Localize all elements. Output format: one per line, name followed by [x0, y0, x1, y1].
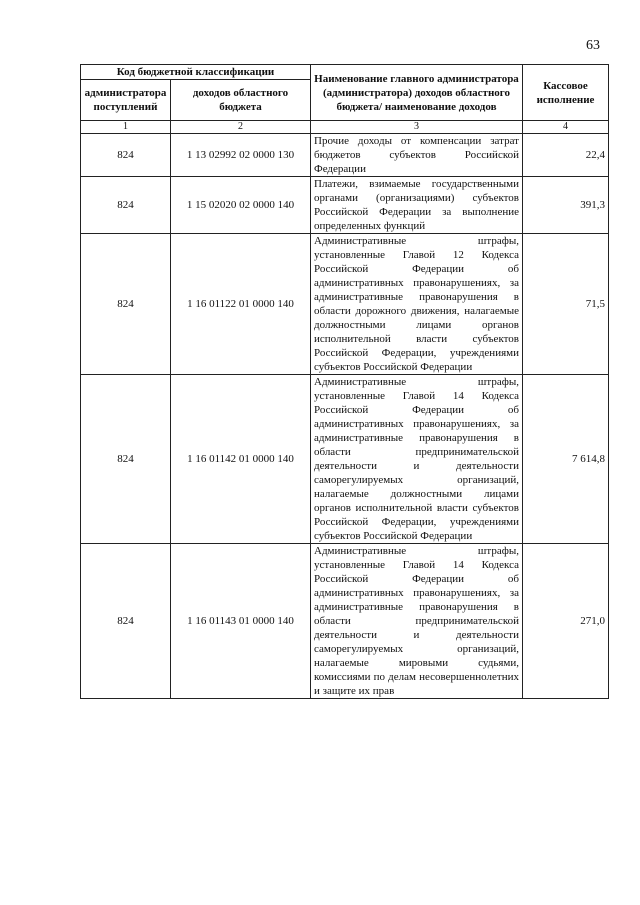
table-row: [81, 544, 609, 699]
income-code-cell: 1 15 02020 02 0000 140: [171, 177, 311, 234]
amount-column-header: Кассовое исполнение: [523, 65, 609, 121]
income-name-cell: Платежи, взимаемые государственными органами (организациями) субъектов Российской Федерации за выполнение определенных функций: [311, 177, 523, 234]
income-code-column-header: доходов областного бюджета: [171, 80, 311, 121]
amount-cell: 271,0: [523, 544, 609, 699]
amount-cell: 71,5: [523, 234, 609, 375]
admin-code-cell: 824: [81, 177, 171, 234]
column-index: 4: [523, 121, 609, 134]
income-name-cell: Административные штрафы, установленные Главой 14 Кодекса Российской Федерации об административных правонарушениях, за административные правонарушения в области предпринимательской деятельности и деятельности саморегулируемых организаций, налагаемые мировыми судьями, комиссиями по делам несовершеннолетних и защите их прав: [311, 544, 523, 699]
income-name-cell: Административные штрафы, установленные Главой 12 Кодекса Российской Федерации об административных правонарушениях, за административные правонарушения в области дорожного движения, налагаемые должностными лицами органов исполнительной власти субъектов Российской Федерации, учреждениями субъектов Российской Федерации: [311, 234, 523, 375]
column-index: 3: [311, 121, 523, 134]
table-row: [81, 375, 609, 544]
admin-code-cell: 824: [81, 375, 171, 544]
income-code-cell: 1 16 01143 01 0000 140: [171, 544, 311, 699]
name-column-header: Наименование главного администратора (администратора) доходов областного бюджета/ наименование доходов: [311, 65, 523, 121]
table-row: [81, 234, 609, 375]
table-row: [81, 134, 609, 177]
column-index: 1: [81, 121, 171, 134]
amount-cell: 22,4: [523, 134, 609, 177]
amount-cell: 391,3: [523, 177, 609, 234]
income-code-cell: 1 13 02992 02 0000 130: [171, 134, 311, 177]
income-name-cell: Административные штрафы, установленные Главой 14 Кодекса Российской Федерации об административных правонарушениях, за административные правонарушения в области предпринимательской деятельности и деятельности саморегулируемых организаций, налагаемые должностными лицами органов исполнительной власти субъектов Российской Федерации, учреждениями субъектов Российской Федерации: [311, 375, 523, 544]
income-code-cell: 1 16 01122 01 0000 140: [171, 234, 311, 375]
amount-cell: 7 614,8: [523, 375, 609, 544]
budget-classification-group-header: Код бюджетной классификации: [81, 65, 311, 80]
income-name-cell: Прочие доходы от компенсации затрат бюджетов субъектов Российской Федерации: [311, 134, 523, 177]
income-code-cell: 1 16 01142 01 0000 140: [171, 375, 311, 544]
admin-code-cell: 824: [81, 544, 171, 699]
budget-revenue-table: [80, 64, 609, 699]
admin-code-cell: 824: [81, 234, 171, 375]
admin-code-cell: 824: [81, 134, 171, 177]
table-row: [81, 177, 609, 234]
column-index: 2: [171, 121, 311, 134]
admin-column-header: администратора поступлений: [81, 80, 171, 121]
page-number: 63: [586, 38, 600, 53]
